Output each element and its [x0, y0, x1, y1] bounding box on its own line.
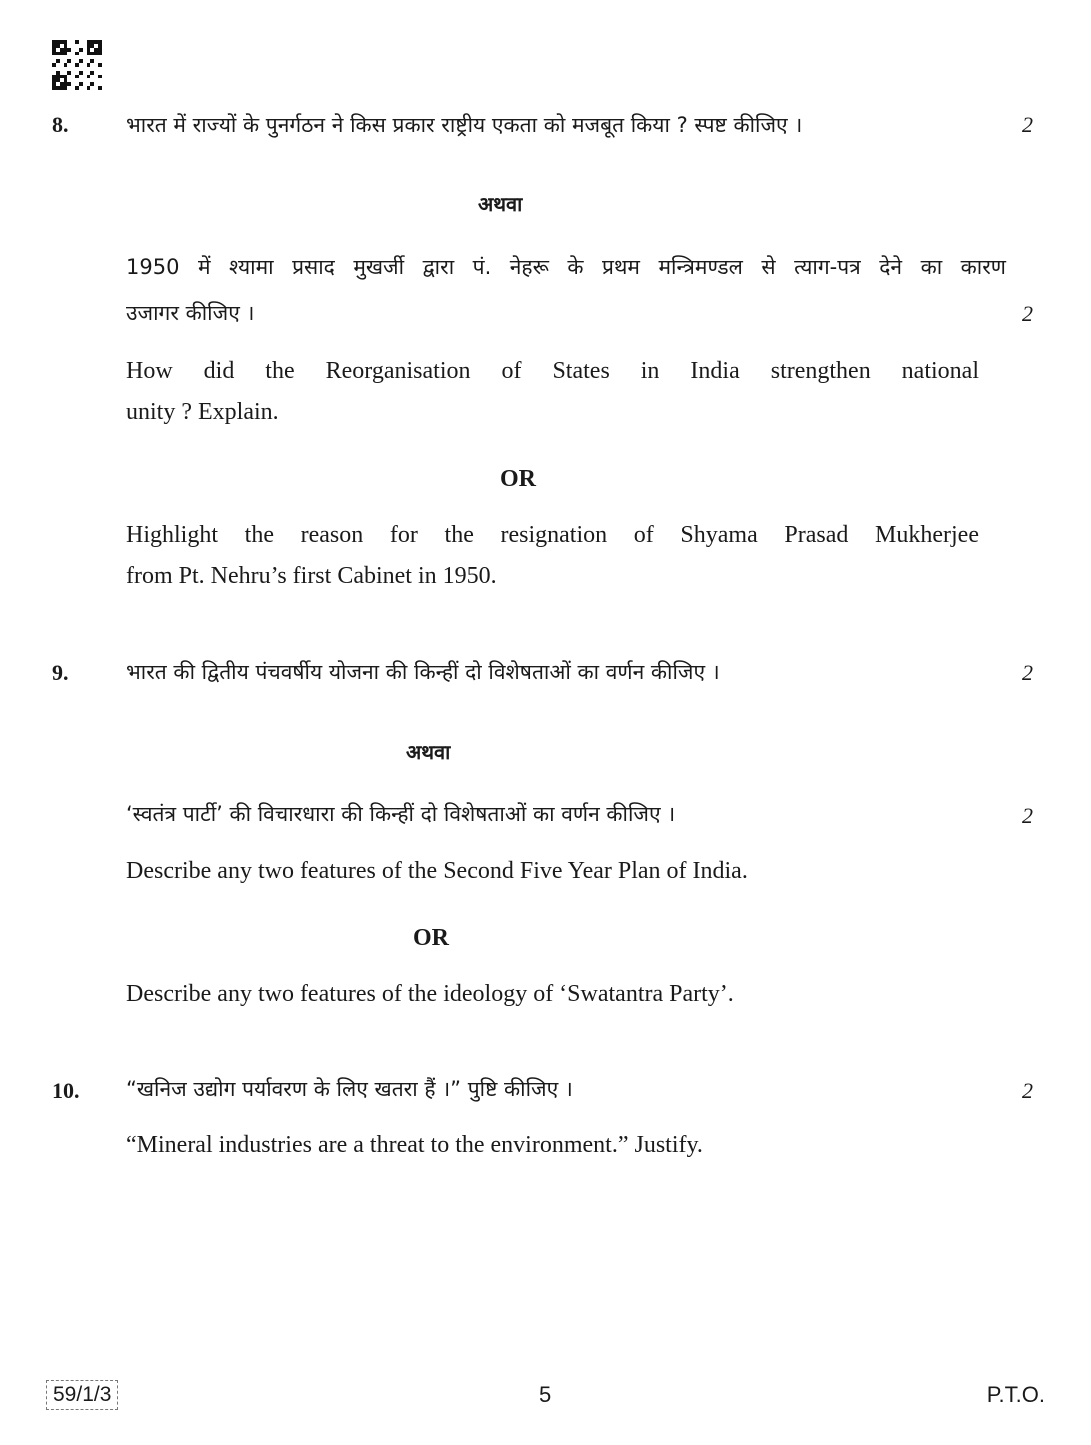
question-8-alt-marks: 2	[1022, 301, 1033, 326]
question-10-english: “Mineral industries are a threat to the environment.” Justify.	[126, 1132, 703, 1158]
question-8-number: 8.	[52, 112, 69, 137]
question-9-alt-marks: 2	[1022, 803, 1033, 828]
question-9-number: 9.	[52, 660, 69, 685]
question-9-hindi: भारत की द्वितीय पंचवर्षीय योजना की किन्हीं दो विशेषताओं का वर्णन कीजिए ।	[126, 660, 720, 684]
page-number: 5	[539, 1382, 552, 1407]
question-10-number: 10.	[52, 1078, 80, 1103]
paper-code: 59/1/3	[46, 1380, 118, 1410]
question-8-alt-hindi-line1: 1950 में श्यामा प्रसाद मुखर्जी द्वारा पं. नेहरू के प्रथम मन्त्रिमण्डल से त्याग-पत्र देने का कारण	[126, 255, 1006, 279]
question-8-hindi: भारत में राज्यों के पुनर्गठन ने किस प्रकार राष्ट्रीय एकता को मजबूत किया ? स्पष्ट कीजिए ।	[126, 113, 803, 137]
question-8-english-line1: How did the Reorganisation of States in India strengthen national	[126, 358, 979, 384]
question-9-alt-english: Describe any two features of the ideology of ‘Swatantra Party’.	[126, 981, 734, 1007]
qr-code	[52, 40, 102, 90]
question-10-hindi: “खनिज उद्योग पर्यावरण के लिए खतरा हैं ।” पुष्टि कीजिए ।	[126, 1077, 573, 1101]
question-9-or-english: OR	[413, 925, 449, 951]
question-8-or-english: OR	[500, 466, 536, 492]
question-9-alt-hindi: ‘स्वतंत्र पार्टी’ की विचारधारा की किन्हीं दो विशेषताओं का वर्णन कीजिए ।	[126, 802, 676, 826]
question-10-marks: 2	[1022, 1078, 1033, 1103]
question-8-alt-english-line2: from Pt. Nehru’s first Cabinet in 1950.	[126, 563, 497, 589]
question-9-english: Describe any two features of the Second Five Year Plan of India.	[126, 858, 748, 884]
question-8-english-line2: unity ? Explain.	[126, 399, 279, 425]
question-8-alt-english-line1: Highlight the reason for the resignation of Shyama Prasad Mukherjee	[126, 522, 979, 548]
question-8-marks: 2	[1022, 112, 1033, 137]
question-8-or-hindi: अथवा	[478, 192, 523, 216]
question-9-marks: 2	[1022, 660, 1033, 685]
pto-label: P.T.O.	[986, 1382, 1045, 1407]
question-9-or-hindi: अथवा	[406, 740, 451, 764]
question-8-alt-hindi-line2: उजागर कीजिए ।	[126, 301, 255, 325]
